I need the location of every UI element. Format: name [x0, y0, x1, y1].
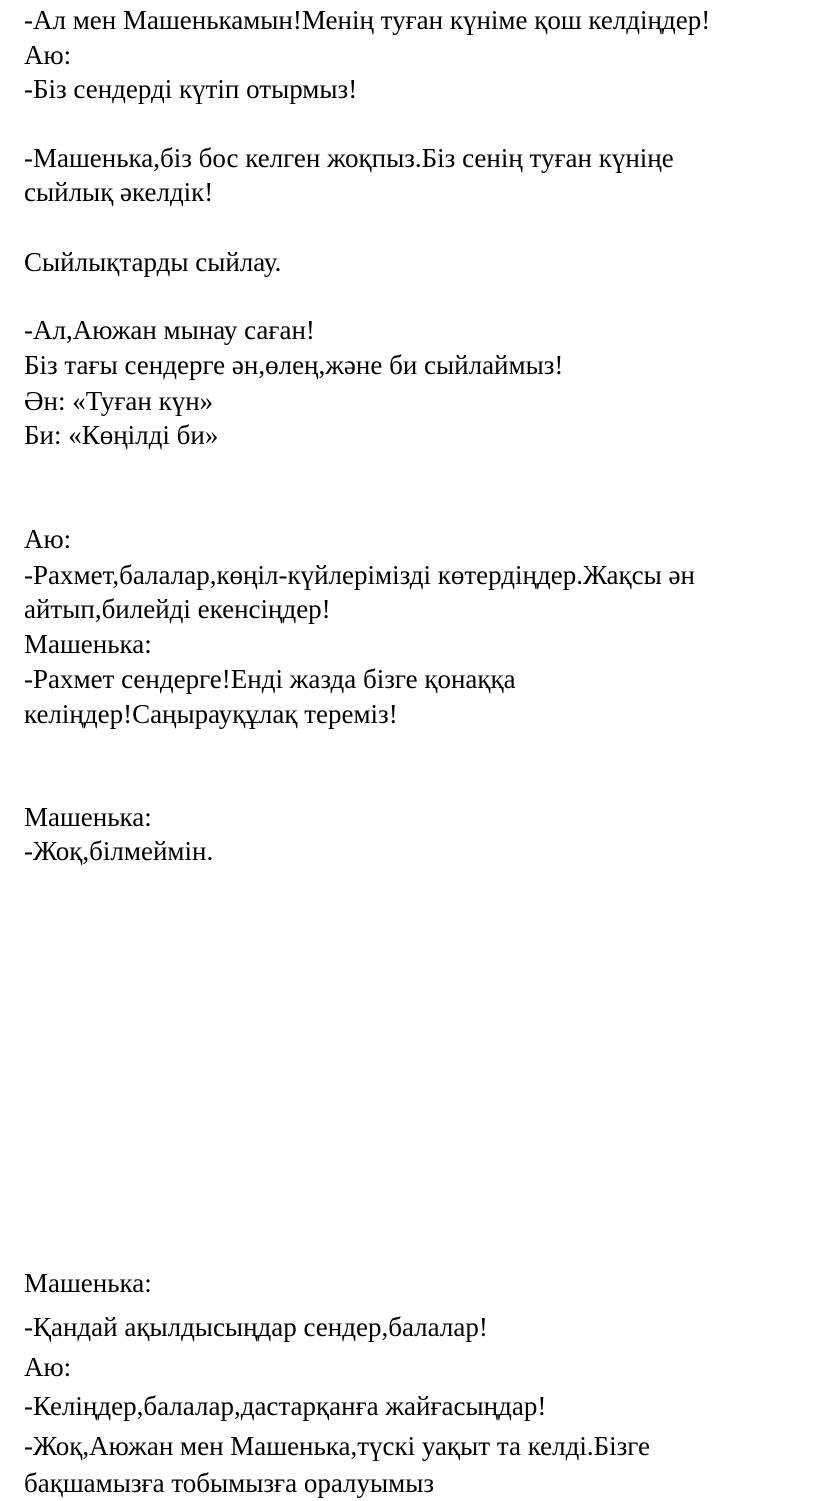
text-line-4: -Машенька,біз бос келген жоқпыз.Біз сенің туған күніңе [24, 143, 674, 173]
text-line-3: -Біз сендерді күтіп отырмыз! [24, 74, 358, 104]
text-line-23: -Жоқ,Аюжан мен Машенька,түскі уақыт та келді.Бізге [24, 1431, 650, 1461]
text-line-2: Аю: [24, 40, 72, 70]
text-line-24: бақшамызға тобымызға оралуымыз [24, 1468, 435, 1498]
text-line-12: -Рахмет,балалар,көңіл-күйлерімізді көтердіңдер.Жақсы ән [24, 560, 695, 590]
text-line-19: Машенька: [24, 1268, 152, 1298]
text-line-6: Сыйлықтарды сыйлау. [24, 247, 282, 277]
text-line-11: Аю: [24, 524, 72, 554]
text-line-15: -Рахмет сендерге!Енді жазда бізге қонаққа [24, 664, 516, 694]
text-line-5: сыйлық әкелдік! [24, 177, 214, 207]
text-line-17: Машенька: [24, 802, 152, 832]
text-line-14: Машенька: [24, 629, 152, 659]
text-line-8: Біз тағы сендерге ән,өлең,және би сыйлаймыз! [24, 350, 564, 380]
text-line-7: -Ал,Аюжан мынау саған! [24, 315, 315, 345]
text-line-21: Аю: [24, 1352, 72, 1382]
text-line-18: -Жоқ,білмеймін. [24, 836, 214, 866]
text-line-9: Ән: «Туған күн» [24, 386, 214, 416]
text-line-16: келіңдер!Саңырауқұлақ тереміз! [24, 699, 398, 729]
text-line-1: -Ал мен Машенькамын!Менің туған күніме қош келдіңдер! [24, 5, 711, 35]
text-line-22: -Келіңдер,балалар,дастарқанға жайғасыңдар! [24, 1391, 547, 1421]
text-line-20: -Қандай ақылдысыңдар сендер,балалар! [24, 1312, 488, 1342]
text-line-10: Би: «Көңілді би» [24, 420, 219, 450]
text-line-13: айтып,билейді екенсіңдер! [24, 594, 331, 624]
